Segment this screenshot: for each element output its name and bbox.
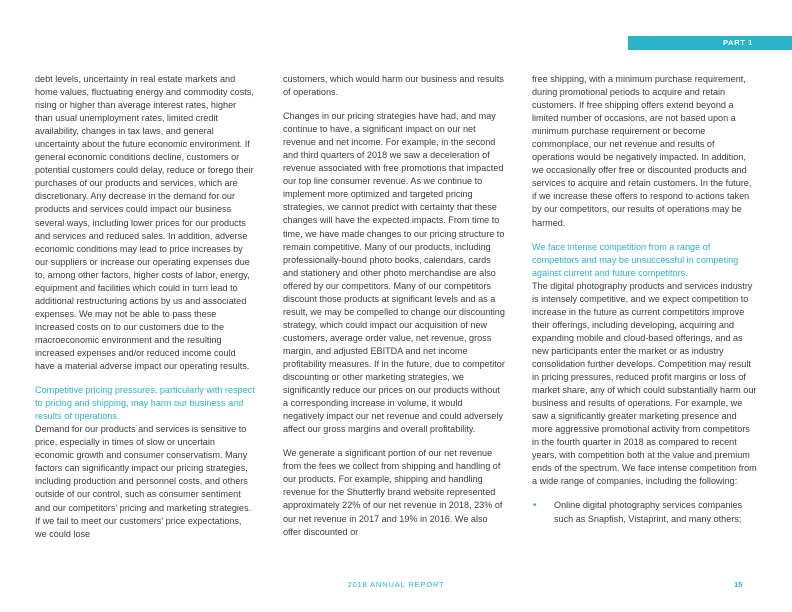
text-column-3 — [532, 73, 758, 526]
section-heading: Competitive pricing pressures, particularly with respect to pricing and shipping, may harm our business and results of operations. — [35, 385, 255, 422]
bullet-icon: • — [533, 500, 537, 512]
page-number: 15 — [734, 580, 743, 589]
part-label-tab — [628, 36, 792, 50]
part-label: PART 1 — [722, 38, 753, 47]
page-footer — [0, 580, 792, 592]
paragraph: debt levels, uncertainty in real estate markets and home values, fluctuating energy and commodity costs, rising or higher than average interest rates, higher than usual unemployment rates, limited credit availability, changes in tax laws, and general uncertainty about the future economic environment. If general economic conditions decline, customers or potential customers could delay, reduce or forego their purchases of our products and services, which are discretionary. Any decrease in the demand for our products and services could impact our business several ways, including lower prices for our products and services and reduced sales. In addition, adverse economic conditions may lead to price increases by our suppliers or increase our operating expenses due to, among other factors, higher costs of labor, energy, equipment and facilities which could in turn lead to additional restructuring actions by us and associated expenses. We may not be able to pass these increased costs on to our customers due to the macroeconomic environment and the resulting increased expenses and/or reduced income could have a material adverse impact our operating results. — [35, 74, 254, 372]
paragraph: free shipping, with a minimum purchase requirement, during promotional periods to acquire and retain customers. If free shipping offers extend beyond a limited number of occasions, are not based upon a minimum purchase requirement or become commonplace, our net revenue and results of operations would be negatively impacted. In addition, we occasionally offer free or discounted products and services to acquire and retain customers. In the future, if we increase these offers to respond to actions taken by our competitors, our results of operations may be harmed. — [532, 74, 752, 228]
paragraph: customers, which would harm our business and results of operations. — [283, 74, 504, 98]
paragraph: Demand for our products and services is sensitive to price, especially in times of slow or uncertain economic growth and consumer conservatism. Many factors can significantly impact our pricing strategies, including production and personnel costs, and others outside of our control, such as consumer sentiment and our competitors' pricing and marketing strategies. If we fail to meet our customers' price expectations, we could lose — [35, 424, 252, 539]
list-item-text: Online digital photography services companies such as Snapfish, Vistaprint, and many others; — [554, 500, 743, 524]
paragraph: The digital photography products and services industry is intensely competitive, and we expect competition to increase in the future as current competitors improve their offerings, including developing, acquiring and expanding mobile and cloud-based offerings, and as new participants enter the market or as industry consolidation further develops. Competition may result in pricing pressures, reduced profit margins or loss of market share, any of which could substantially harm our business and results of operations. For example, we saw a significantly greater marketing presence and more aggressive promotional activity from competitors in the fourth quarter in 2018 as compared to recent years, with competition both at the value and premium ends of the spectrum. We face intense competition from a wide range of companies, including the following: — [532, 280, 757, 487]
paragraph: We generate a significant portion of our net revenue from the fees we collect from shipping and handling of our products. For example, shipping and handling revenue for the Shutterfly brand website represented approximately 22% of our net revenue in 2018, 23% of our net revenue in 2017 and 19% in 2016. We also offer discounted or — [283, 448, 503, 537]
section-heading: We face intense competition from a range of competitors and may be unsuccessful in competing against current and future competitors. — [532, 241, 739, 278]
text-column-2 — [283, 73, 505, 550]
text-column-1 — [35, 73, 255, 552]
competitor-list — [532, 499, 758, 525]
paragraph: Changes in our pricing strategies have had, and may continue to have, a significant impact on our net revenue and net income. For example, in the second and third quarters of 2018 we saw a deceleration of revenue associated with free promotions that impacted our top line consumer revenue. As we continue to implement more optimized and targeted pricing strategies, we cannot predict with certainty that these changes will have the expected impacts. From time to time, we have made changes to our pricing structure to remain competitive. Many of our products, including professionally-bound photo books, calendars, cards and stationery and other photo merchandise are also offered by our competitors. Many of our competitors discount those products at significant levels and as a result, we may be compelled to change our discounting strategy, which could impact our acquisition of new customers, average order value, net revenue, gross margin, and adjusted EBITDA and net income profitability measures. If in the future, due to competitor discounting or other marketing strategies, we significantly reduce our prices on our products without a corresponding increase in volume, it would negatively impact our net revenue and could adversely affect our gross margins and overall profitability. — [283, 111, 505, 435]
report-title: 2018 ANNUAL REPORT — [347, 580, 445, 589]
list-item — [532, 499, 758, 525]
